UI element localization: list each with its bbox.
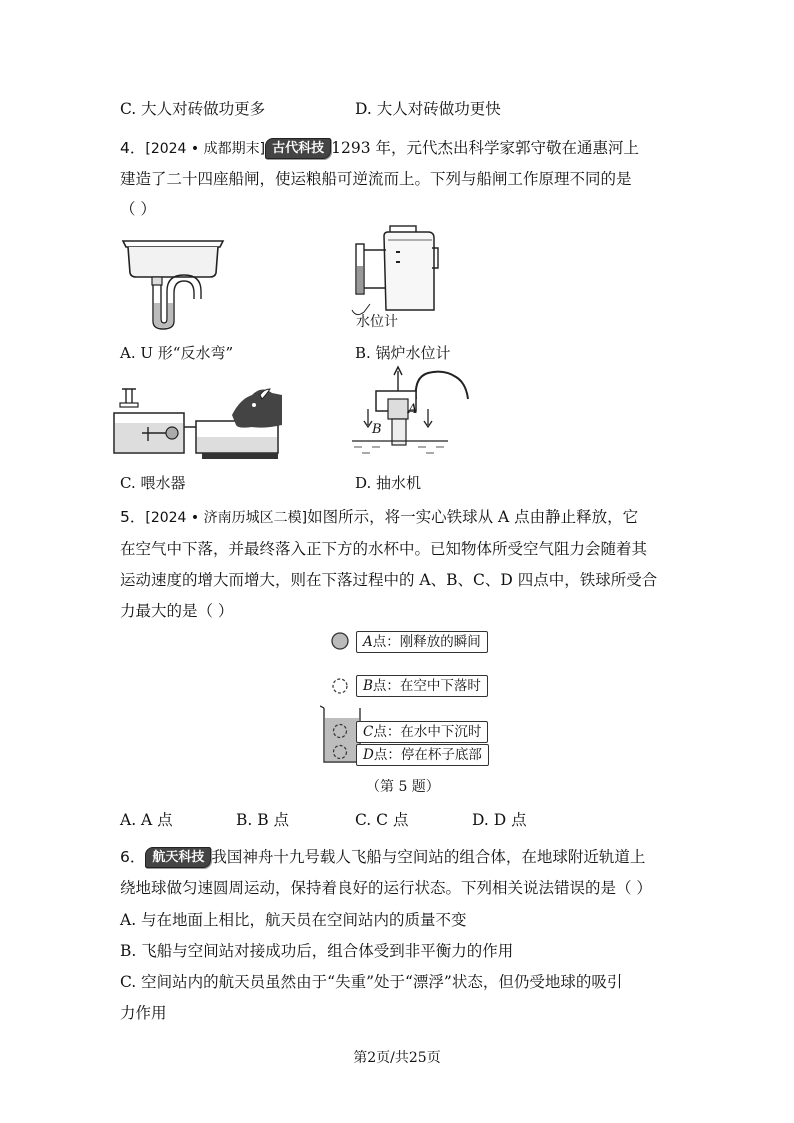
q4-option-b: B. 锅炉水位计 bbox=[355, 344, 451, 362]
q3-option-c: C. 大人对砖做功更多 bbox=[120, 100, 266, 118]
q3-option-d: D. 大人对砖做功更快 bbox=[355, 100, 501, 118]
q4-text1: 1293 年，元代杰出科学家郭守敬在通惠河上 bbox=[331, 139, 639, 157]
q4-figd-label-a: A bbox=[408, 402, 418, 417]
q5-label-d-letter: D bbox=[363, 747, 374, 763]
q5-label-a-letter: A bbox=[363, 634, 373, 650]
q5-label-b bbox=[356, 675, 488, 697]
q6-stem-line2: 绕地球做匀速圆周运动，保持着良好的运行状态。下列相关说法错误的是（ ） bbox=[120, 879, 652, 897]
q5-label-a bbox=[356, 631, 488, 653]
q4-badge: 古代科技 bbox=[265, 138, 331, 159]
q6-option-c-line2: 力作用 bbox=[120, 1004, 167, 1022]
q5-label-c bbox=[356, 721, 488, 743]
q4-option-a: A. U 形“反水弯” bbox=[120, 344, 234, 362]
q4-source: [2024 • 成都期末] bbox=[145, 141, 266, 157]
figure-water-pump bbox=[348, 363, 488, 463]
q4-figb-label: 水位计 bbox=[356, 314, 398, 330]
q5-stem-line2: 在空气中下落，并最终落入正下方的水杯中。已知物体所受空气阻力会随着其 bbox=[120, 540, 648, 558]
q6-option-a: A. 与在地面上相比，航天员在空间站内的质量不变 bbox=[120, 911, 467, 929]
q4-option-c: C. 喂水器 bbox=[120, 474, 186, 492]
q4-number: 4． bbox=[120, 139, 146, 157]
q5-label-c-text: 点：在水中下沉时 bbox=[373, 724, 482, 740]
q4-stem-line2: 建造了二十四座船闸，使运粮船可逆流而上。下列与船闸工作原理不同的是 bbox=[120, 170, 632, 188]
q6-number: 6． bbox=[120, 848, 146, 866]
q5-option-b: B. B 点 bbox=[236, 811, 290, 829]
q6-text1: 我国神舟十九号载人飞船与空间站的组合体，在地球附近轨道上 bbox=[211, 848, 646, 866]
q5-number: 5． bbox=[120, 508, 146, 526]
q6-option-c-line1: C. 空间站内的航天员虽然由于“失重”处于“漂浮”状态，但仍受地球的吸引 bbox=[120, 973, 623, 991]
q5-label-b-text: 点：在空中下落时 bbox=[372, 678, 481, 694]
q6-badge: 航天科技 bbox=[145, 847, 211, 868]
q5-label-c-letter: C bbox=[363, 724, 374, 740]
q5-label-d bbox=[356, 744, 489, 766]
q4-figd-label-b: B bbox=[372, 422, 382, 437]
q5-text1: 如图所示，将一实心铁球从 A 点由静止释放，它 bbox=[307, 508, 639, 526]
q5-option-a: A. A 点 bbox=[120, 811, 173, 829]
q5-stem-line3: 运动速度的增大而增大，则在下落过程中的 A、B、C、D 四点中，铁球所受合 bbox=[120, 571, 658, 589]
q5-stem-line1 bbox=[120, 505, 638, 527]
figure-u-trap bbox=[118, 233, 228, 333]
q5-source: [2024 • 济南历城区二模] bbox=[145, 510, 308, 526]
q5-label-d-text: 点：停在杯子底部 bbox=[373, 747, 482, 763]
q4-option-d: D. 抽水机 bbox=[355, 474, 422, 492]
q5-option-d: D. D 点 bbox=[472, 811, 527, 829]
q4-stem-line3: （ ） bbox=[120, 200, 156, 218]
q4-stem-line1 bbox=[120, 136, 639, 160]
q5-label-b-letter: B bbox=[363, 678, 373, 694]
page-footer: 第2页/共25页 bbox=[353, 1050, 441, 1066]
q6-option-b: B. 飞船与空间站对接成功后，组合体受到非平衡力的作用 bbox=[120, 942, 514, 960]
figure-boiler-gauge bbox=[348, 222, 444, 322]
q5-stem-line4: 力最大的是（ ） bbox=[120, 602, 234, 620]
q5-caption: （第 5 题） bbox=[366, 779, 440, 795]
q5-option-c: C. C 点 bbox=[355, 811, 409, 829]
q5-label-a-text: 点：刚释放的瞬间 bbox=[372, 634, 481, 650]
q6-stem-line1 bbox=[120, 845, 645, 869]
figure-cow-feeder bbox=[112, 385, 284, 463]
